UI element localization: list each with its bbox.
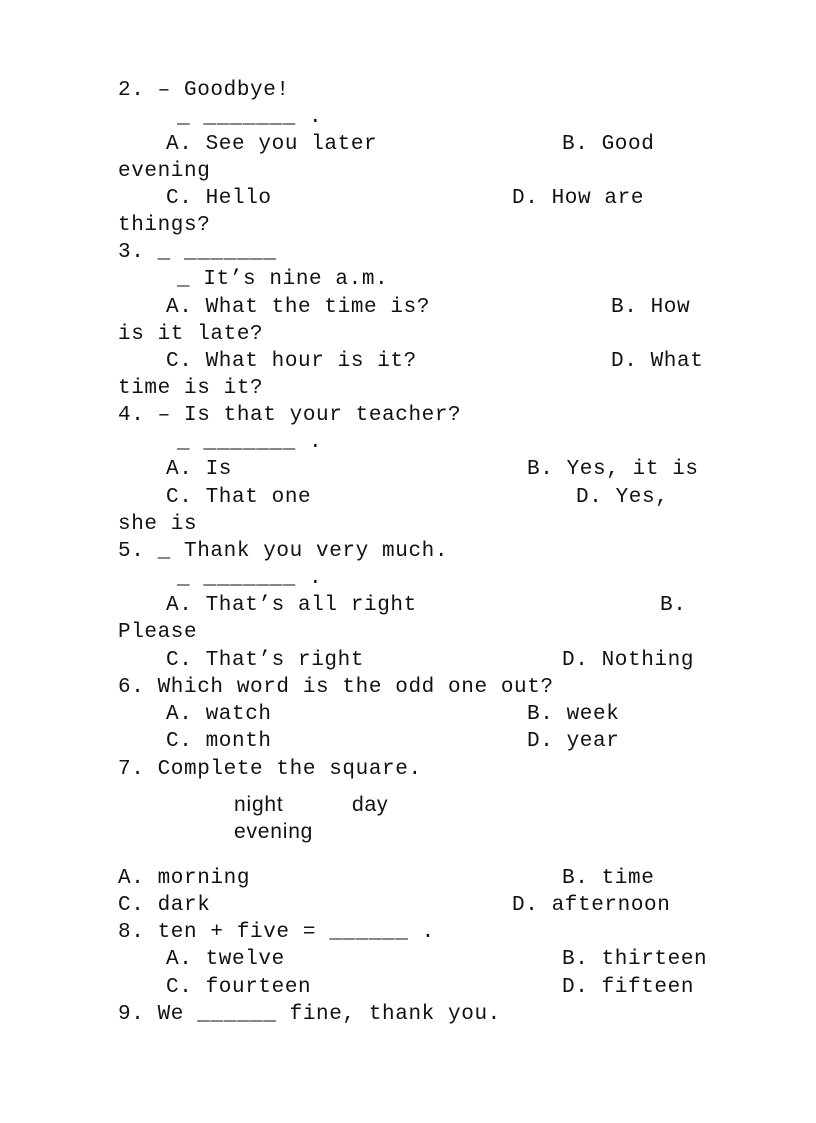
- q3-option-a: A. What the time is?: [166, 296, 431, 319]
- q3-reply: _ It’s nine a.m.: [177, 268, 389, 291]
- q4-option-a: A. Is: [166, 458, 233, 481]
- q9-question: 9. We ______ fine, thank you.: [118, 1003, 501, 1026]
- q4-option-b: B. Yes, it is: [527, 458, 699, 481]
- q5-option-a: A. That’s all right: [166, 594, 417, 617]
- q5-option-b: B.: [660, 594, 687, 617]
- q8-question: 8. ten + five = ______ .: [118, 921, 435, 944]
- q8-option-d: D. fifteen: [562, 976, 695, 999]
- q7-option-c: C. dark: [118, 894, 211, 917]
- q2-option-d: D. How are: [512, 187, 645, 210]
- q4-option-d: D. Yes,: [576, 486, 669, 509]
- q5-option-b-continued: Please: [118, 621, 198, 644]
- q6-option-b: B. week: [527, 703, 620, 726]
- q3-option-b: B. How: [611, 296, 691, 319]
- q2-option-c: C. Hello: [166, 187, 272, 210]
- q8-option-a: A. twelve: [166, 948, 285, 971]
- q7-option-a: A. morning: [118, 867, 251, 890]
- q4-question: 4. – Is that your teacher?: [118, 404, 462, 427]
- q5-question: 5. _ Thank you very much.: [118, 540, 449, 563]
- q7-square-word-evening: evening: [234, 820, 314, 843]
- q3-option-b-continued: is it late?: [118, 323, 264, 346]
- q2-option-a: A. See you later: [166, 133, 378, 156]
- q7-square-word-night: night: [234, 793, 284, 816]
- q4-option-d-continued: she is: [118, 513, 198, 536]
- q7-option-b: B. time: [562, 867, 655, 890]
- q6-option-a: A. watch: [166, 703, 272, 726]
- q3-option-d: D. What: [611, 350, 704, 373]
- q7-question: 7. Complete the square.: [118, 758, 422, 781]
- q8-option-b: B. thirteen: [562, 948, 708, 971]
- q6-option-d: D. year: [527, 730, 620, 753]
- q3-question: 3. _ _______: [118, 241, 277, 264]
- q2-answer-blank: _ _______ .: [177, 106, 323, 129]
- q2-question: 2. – Goodbye!: [118, 79, 290, 102]
- q5-option-d: D. Nothing: [562, 649, 695, 672]
- q4-answer-blank: _ _______ .: [177, 431, 323, 454]
- q2-option-b-continued: evening: [118, 160, 211, 183]
- q7-square-word-day: day: [352, 793, 389, 816]
- q5-option-c: C. That’s right: [166, 649, 365, 672]
- q8-option-c: C. fourteen: [166, 976, 312, 999]
- q4-option-c: C. That one: [166, 486, 312, 509]
- q3-option-d-continued: time is it?: [118, 377, 264, 400]
- q2-option-d-continued: things?: [118, 214, 211, 237]
- q5-answer-blank: _ _______ .: [177, 567, 323, 590]
- q6-question: 6. Which word is the odd one out?: [118, 676, 554, 699]
- q2-option-b: B. Good: [562, 133, 655, 156]
- q7-option-d: D. afternoon: [512, 894, 671, 917]
- q6-option-c: C. month: [166, 730, 272, 753]
- q3-option-c: C. What hour is it?: [166, 350, 417, 373]
